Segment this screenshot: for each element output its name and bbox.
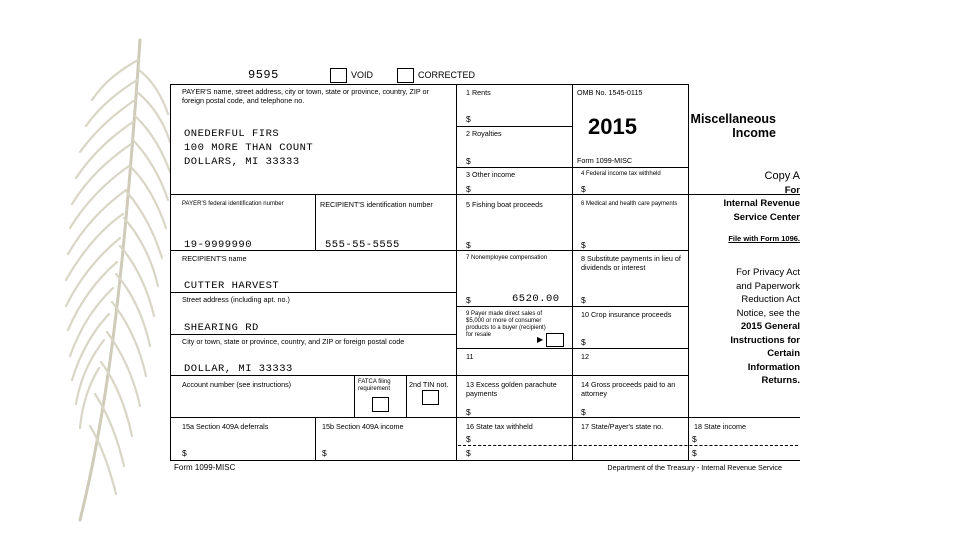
box7-label: 7 Nonemployee compensation xyxy=(466,255,548,261)
box16-label: 16 State tax withheld xyxy=(466,422,533,431)
payer-line-1: ONEDERFUL FIRS xyxy=(184,128,280,140)
box18-dollar-2: $ xyxy=(692,448,697,458)
box18-dollar: $ xyxy=(692,434,697,444)
recipient-id-label: RECIPIENT'S identification number xyxy=(320,200,433,209)
box1-label: 1 Rents xyxy=(466,88,491,97)
privacy-bold-5: Returns. xyxy=(761,375,800,386)
privacy-line-3: Reduction Act xyxy=(741,294,800,305)
box2-label: 2 Royalties xyxy=(466,129,502,138)
form-1099-misc xyxy=(170,62,800,476)
privacy-bold-1: 2015 General xyxy=(740,321,800,332)
box15a-dollar: $ xyxy=(182,448,187,458)
city-label: City or town, state or province, country, and ZIP or foreign postal code xyxy=(182,337,405,346)
box14-dollar: $ xyxy=(581,407,586,417)
payer-fed-id: 19-9999990 xyxy=(184,239,253,251)
void-label: VOID xyxy=(351,70,374,80)
box9-checkbox[interactable] xyxy=(546,333,564,347)
footer-dept: Department of the Treasury - Internal Revenue Service xyxy=(607,463,782,472)
box15a-label: 15a Section 409A deferrals xyxy=(182,422,269,431)
payer-fed-id-label: PAYER'S federal identification number xyxy=(182,201,284,207)
fatca-checkbox[interactable] xyxy=(372,397,389,412)
omb-number: OMB No. 1545-0115 xyxy=(577,88,643,97)
box8-dollar: $ xyxy=(581,295,586,305)
box13-dollar: $ xyxy=(466,407,471,417)
box11-label: 11 xyxy=(466,352,474,361)
box5-label: 5 Fishing boat proceeds xyxy=(466,200,543,209)
payer-label: PAYER'S name, street address, city or town, state or province, country, ZIP or foreign postal code, and telephone no. xyxy=(182,87,429,105)
box6-label: 6 Medical and health care payments xyxy=(581,201,678,207)
privacy-bold-3: Certain xyxy=(767,348,800,359)
privacy-line-4: Notice, see the xyxy=(736,307,800,319)
box15b-label: 15b Section 409A income xyxy=(322,422,404,431)
file-with: File with Form 1096. xyxy=(728,234,800,243)
corrected-checkbox[interactable] xyxy=(397,68,414,83)
box7-dollar: $ xyxy=(466,295,471,305)
box14-label: 14 Gross proceeds paid to an attorney xyxy=(581,380,676,398)
box13-label: 13 Excess golden parachute payments xyxy=(466,380,557,398)
box4-dollar: $ xyxy=(581,184,586,194)
box2-dollar: $ xyxy=(466,156,471,166)
box16-dollar: $ xyxy=(466,434,471,444)
box8-label: 8 Substitute payments in lieu of dividends or interest xyxy=(581,254,681,272)
street-label: Street address (including apt. no.) xyxy=(182,295,290,304)
form-number-label: Form 1099-MISC xyxy=(577,156,633,165)
box17-label: 17 State/Payer's state no. xyxy=(581,422,664,431)
tin-checkbox[interactable] xyxy=(422,390,439,405)
box15b-dollar: $ xyxy=(322,448,327,458)
box3-dollar: $ xyxy=(466,184,471,194)
box18-label: 18 State income xyxy=(694,422,746,431)
box4-label: 4 Federal income tax withheld xyxy=(581,171,661,177)
box7-value: 6520.00 xyxy=(512,293,560,305)
privacy-block xyxy=(690,266,800,388)
box6-dollar: $ xyxy=(581,240,586,250)
footer-form: Form 1099-MISC xyxy=(174,463,236,472)
form-title: Miscellaneous Income xyxy=(690,112,776,140)
copy-a: Copy A xyxy=(764,170,800,182)
privacy-bold-2: Instructions for xyxy=(730,334,800,346)
form-code: 9595 xyxy=(248,68,279,82)
tax-year: 2015 xyxy=(588,114,637,139)
box3-label: 3 Other income xyxy=(466,170,516,179)
privacy-bold-4: Information xyxy=(747,361,800,373)
city-value: DOLLAR, MI 33333 xyxy=(184,363,293,375)
box10-label: 10 Crop insurance proceeds xyxy=(581,310,672,319)
box9-label: 9 Payer made direct sales of $5,000 or more of consumer products to a buyer (recipient) for resale xyxy=(466,311,546,338)
recipient-name-label: RECIPIENT'S name xyxy=(182,254,247,263)
arrow-right-icon: ▶ xyxy=(537,335,544,344)
box5-dollar: $ xyxy=(466,240,471,250)
account-label: Account number (see instructions) xyxy=(182,380,292,389)
privacy-line-2: and Paperwork xyxy=(736,280,800,292)
copy-for: For xyxy=(784,184,800,196)
fatca-label: FATCA filing requirement xyxy=(358,379,391,392)
box16-dollar-2: $ xyxy=(466,448,471,458)
tin-label: 2nd TIN not. xyxy=(409,380,449,389)
box12-label: 12 xyxy=(581,352,589,361)
void-checkbox[interactable] xyxy=(330,68,347,83)
privacy-line-1: For Privacy Act xyxy=(736,267,800,278)
street-value: SHEARING RD xyxy=(184,322,259,334)
recipient-id: 555-55-5555 xyxy=(325,239,400,251)
corrected-label: CORRECTED xyxy=(418,70,476,80)
box1-dollar: $ xyxy=(466,114,471,124)
copy-irs: Internal Revenue Service Center xyxy=(723,198,800,223)
payer-line-3: DOLLARS, MI 33333 xyxy=(184,156,300,168)
recipient-name: CUTTER HARVEST xyxy=(184,280,280,292)
copy-a-block xyxy=(690,170,800,246)
box10-dollar: $ xyxy=(581,337,586,347)
payer-line-2: 100 MORE THAN COUNT xyxy=(184,142,314,154)
